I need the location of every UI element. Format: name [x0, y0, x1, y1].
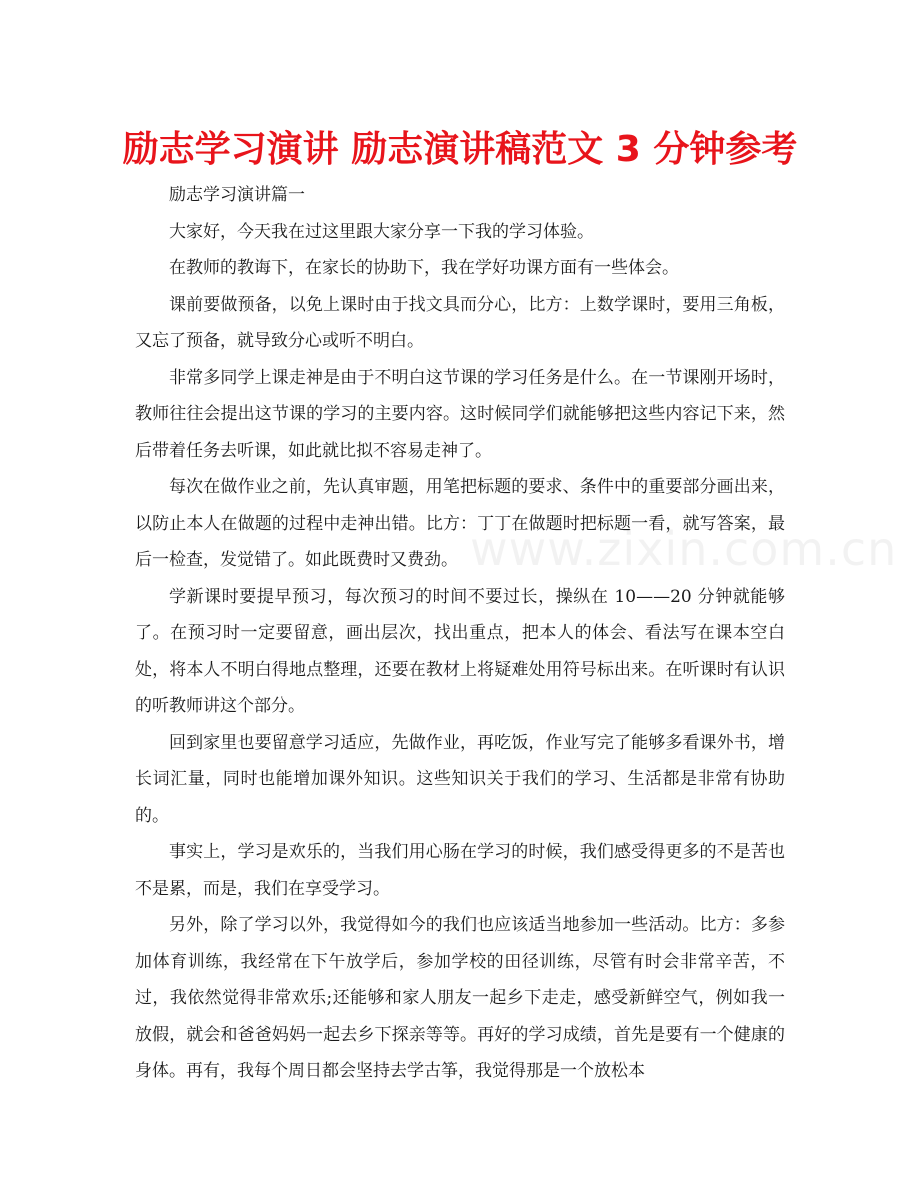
paragraph: 课前要做预备，以免上课时由于找文具而分心，比方：上数学课时，要用三角板，又忘了预备，就导致分心或听不明白。 — [135, 294, 785, 351]
paragraph: 在教师的教诲下，在家长的协助下，我在学好功课方面有一些体会。 — [169, 258, 679, 278]
paragraph: 回到家里也要留意学习适应，先做作业，再吃饭，作业写完了能够多看课外书，增长词汇量，同时也能增加课外知识。这些知识关于我们的学习、生活都是非常有协助的。 — [135, 732, 785, 826]
paragraph: 事实上，学习是欢乐的，当我们用心肠在学习的时候，我们感受得更多的不是苦也不是累，而是，我们在享受学习。 — [135, 842, 785, 899]
paragraph: 大家好，今天我在过这里跟大家分享一下我的学习体验。 — [169, 221, 594, 242]
watermark: www.zixin.com.cn — [470, 522, 898, 576]
paragraph: 另外，除了学习以外，我觉得如今的我们也应该适当地参加一些活动。比方：多参加体育训练，我经常在下午放学后，参加学校的田径训练，尽管有时会非常辛苦，不过，我依然觉得非常欢乐;还能够和家人朋友一起乡下走走，感受新鲜空气，例如我一放假，就会和爸爸妈妈一起去乡下探亲等等。再好的学习成绩，首先是要有一个健康的身体。再有，我每个周日都会坚持去学古筝，我觉得那是一个放松本 — [135, 915, 785, 1081]
section-heading: 励志学习演讲篇一 — [169, 185, 305, 205]
paragraph: 每次在做作业之前，先认真审题，用笔把标题的要求、条件中的重要部分画出来，以防止本人在做题的过程中走神出错。比方：丁丁在做题时把标题一看，就写答案，最后一检查，发觉错了。如此既费时又费劲。 — [135, 477, 785, 570]
paragraph: 学新课时要提早预习，每次预习的时间不要过长，操纵在 10——20 分钟就能够了。在预习时一定要留意，画出层次，找出重点，把本人的体会、看法写在课本空白处，将本人不明白得地点整理，还要在教材上将疑难处用符号标出来。在听课时有认识的听教师讲这个部分。 — [135, 586, 785, 716]
document-body — [135, 177, 785, 1090]
paragraph: 非常多同学上课走神是由于不明白这节课的学习任务是什么。在一节课刚开场时，教师往往会提出这节课的学习的主要内容。这时候同学们就能够把这些内容记下来，然后带着任务去听课，如此就比拟不容易走神了。 — [135, 367, 785, 461]
document-title: 励志学习演讲 励志演讲稿范文 3 分钟参考 — [122, 129, 798, 170]
